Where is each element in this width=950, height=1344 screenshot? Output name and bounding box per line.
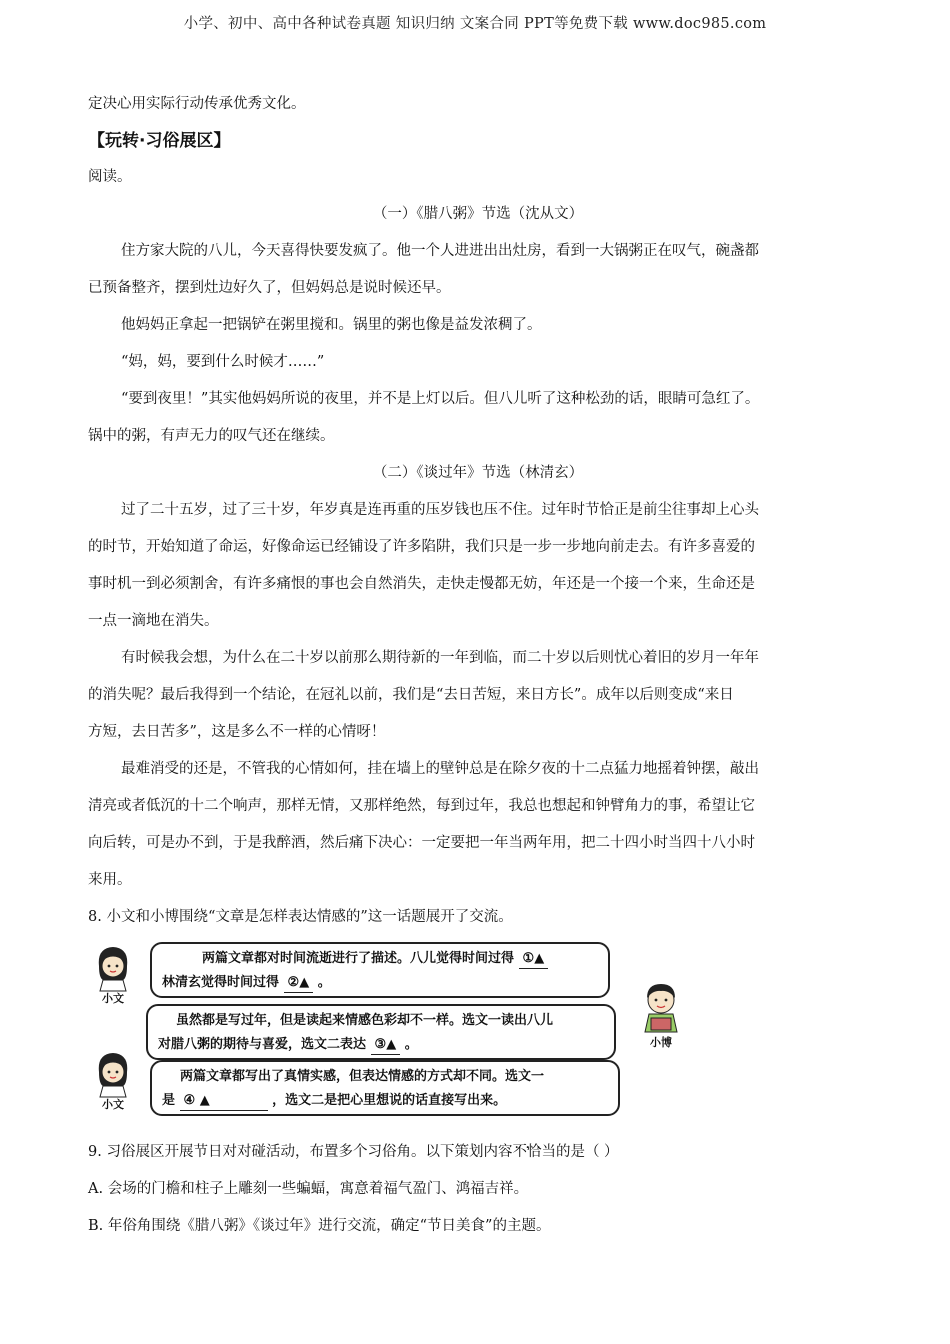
speaker-a-label: 小文 — [102, 992, 124, 1005]
passage2-line: 过了二十五岁，过了三十岁，年岁真是连再重的压岁钱也压不住。过年时节恰正是前尘往事却上心头 — [121, 502, 759, 518]
avatar-xiaowen-1 — [90, 944, 136, 1006]
passage2-line: 清亮或者低沉的十二个响声，那样无情，又那样绝然，每到过年，我总也想起和钟臂角力的事，希望让它 — [88, 798, 755, 814]
speech-bubble-3 — [150, 1060, 620, 1116]
q9-stem-post: 的是（ ） — [555, 1144, 619, 1160]
blank-1: ①▲ — [519, 950, 549, 969]
bubble1-line2: 林清玄觉得时间过得 — [162, 975, 280, 990]
instruction: 阅读。 — [88, 169, 132, 185]
section-title: 【玩转·习俗展区】 — [88, 131, 231, 151]
passage1-line: 已预备整齐，摆到灶边好久了，但妈妈总是说时候还早。 — [88, 280, 451, 296]
bubble2-line2: 对腊八粥的期待与喜爱，选文二表达 — [158, 1037, 367, 1052]
bubble3-line1: 两篇文章都写出了真情实感，但表达情感的方式却不同。选文一 — [180, 1069, 545, 1084]
question-8-stem: 8. 小文和小博围绕“文章是怎样表达情感的”这一话题展开了交流。 — [88, 909, 513, 925]
option-b[interactable]: B. 年俗角围绕《腊八粥》《谈过年》进行交流，确定“节日美食”的主题。 — [88, 1218, 551, 1234]
blank-3: ③▲ — [371, 1036, 401, 1055]
bubble3-line2: 是 — [162, 1093, 176, 1108]
bubble1-line2-end: 。 — [317, 975, 331, 990]
page-header: 小学、初中、高中各种试卷真题 知识归纳 文案合同 PPT等免费下载 www.doc985.com — [183, 16, 767, 32]
speech-bubble-1 — [150, 942, 610, 998]
passage1-line: “要到夜里！”其实他妈妈所说的夜里，并不是上灯以后。但八儿听了这种松劲的话，眼睛可急红了。 — [121, 391, 760, 407]
girl-icon — [93, 1050, 133, 1098]
passage2-line: 事时机一到必须割舍，有许多痛恨的事也会自然消失，走快走慢都无妨，年还是一个接一个来，生命还是 — [88, 576, 755, 592]
speaker-a-label-2: 小文 — [102, 1098, 124, 1111]
speech-bubble-2 — [146, 1004, 616, 1060]
passage1-line: 锅中的粥，有声无力的叹气还在继续。 — [88, 428, 335, 444]
passage2-line: 有时候我会想，为什么在二十岁以前那么期待新的一年到临，而二十岁以后则忧心着旧的岁月一年年 — [121, 650, 759, 666]
passage2-title: （二）《谈过年》节选（林清玄） — [372, 465, 584, 481]
passage2-line: 最难消受的还是，不管我的心情如何，挂在墙上的壁钟总是在除夕夜的十二点猛力地摇着钟摆，敲出 — [121, 761, 759, 777]
avatar-xiaobo — [638, 980, 684, 1050]
q9-emphasis: 不恰当 · · · — [512, 1144, 556, 1160]
avatar-xiaowen-2 — [90, 1050, 136, 1112]
bubble1-line1: 两篇文章都对时间流逝进行了描述。八儿觉得时间过得 — [202, 951, 515, 966]
bubble3-line2-end: ，选文二是把心里想说的话直接写出来。 — [272, 1093, 507, 1108]
passage1-title: （一）《腊八粥》节选（沈从文） — [372, 206, 584, 222]
question-9-stem — [88, 1134, 868, 1171]
passage2-line: 一点一滴地在消失。 — [88, 613, 219, 629]
passage2-line: 来用。 — [88, 872, 132, 888]
intro-tail: 定决心用实际行动传承优秀文化。 — [88, 96, 306, 112]
blank-4: ④ ▲ — [180, 1092, 268, 1111]
q9-stem-pre: 9. 习俗展区开展节日对对碰活动，布置多个习俗角。以下策划内容 — [88, 1144, 513, 1160]
passage2-line: 的消失呢？最后我得到一个结论，在冠礼以前，我们是“去日苦短，来日方长”。成年以后则变成“来日 — [88, 687, 734, 703]
bubble2-line2-end: 。 — [404, 1037, 418, 1052]
passage1-line: “妈，妈，要到什么时候才……” — [121, 354, 325, 370]
passage2-line: 向后转，可是办不到，于是我醉酒，然后痛下决心：一定要把一年当两年用，把二十四小时当四十八小时 — [88, 835, 755, 851]
blank-2: ②▲ — [284, 974, 314, 993]
passage2-line: 的时节，开始知道了命运，好像命运已经铺设了许多陷阱，我们只是一步一步地向前走去。有许多喜爱的 — [88, 539, 755, 555]
passage2-line: 方短，去日苦多”，这是多么不一样的心情呀！ — [88, 724, 386, 740]
passage1-line: 住方家大院的八儿，今天喜得快要发疯了。他一个人进进出出灶房，看到一大锅粥正在叹气，碗盏都 — [121, 243, 759, 259]
option-a[interactable]: A. 会场的门檐和柱子上雕刻一些蝙蝠，寓意着福气盈门、鸿福吉祥。 — [88, 1181, 529, 1197]
boy-icon — [639, 980, 683, 1036]
speaker-b-label: 小博 — [650, 1036, 672, 1049]
girl-icon — [93, 944, 133, 992]
passage1-line: 他妈妈正拿起一把锅铲在粥里搅和。锅里的粥也像是益发浓稠了。 — [121, 317, 542, 333]
document-body — [88, 86, 868, 1245]
dialogue-figure — [88, 942, 708, 1120]
bubble2-line1: 虽然都是写过年，但是读起来情感色彩却不一样。选文一读出八儿 — [176, 1013, 554, 1028]
